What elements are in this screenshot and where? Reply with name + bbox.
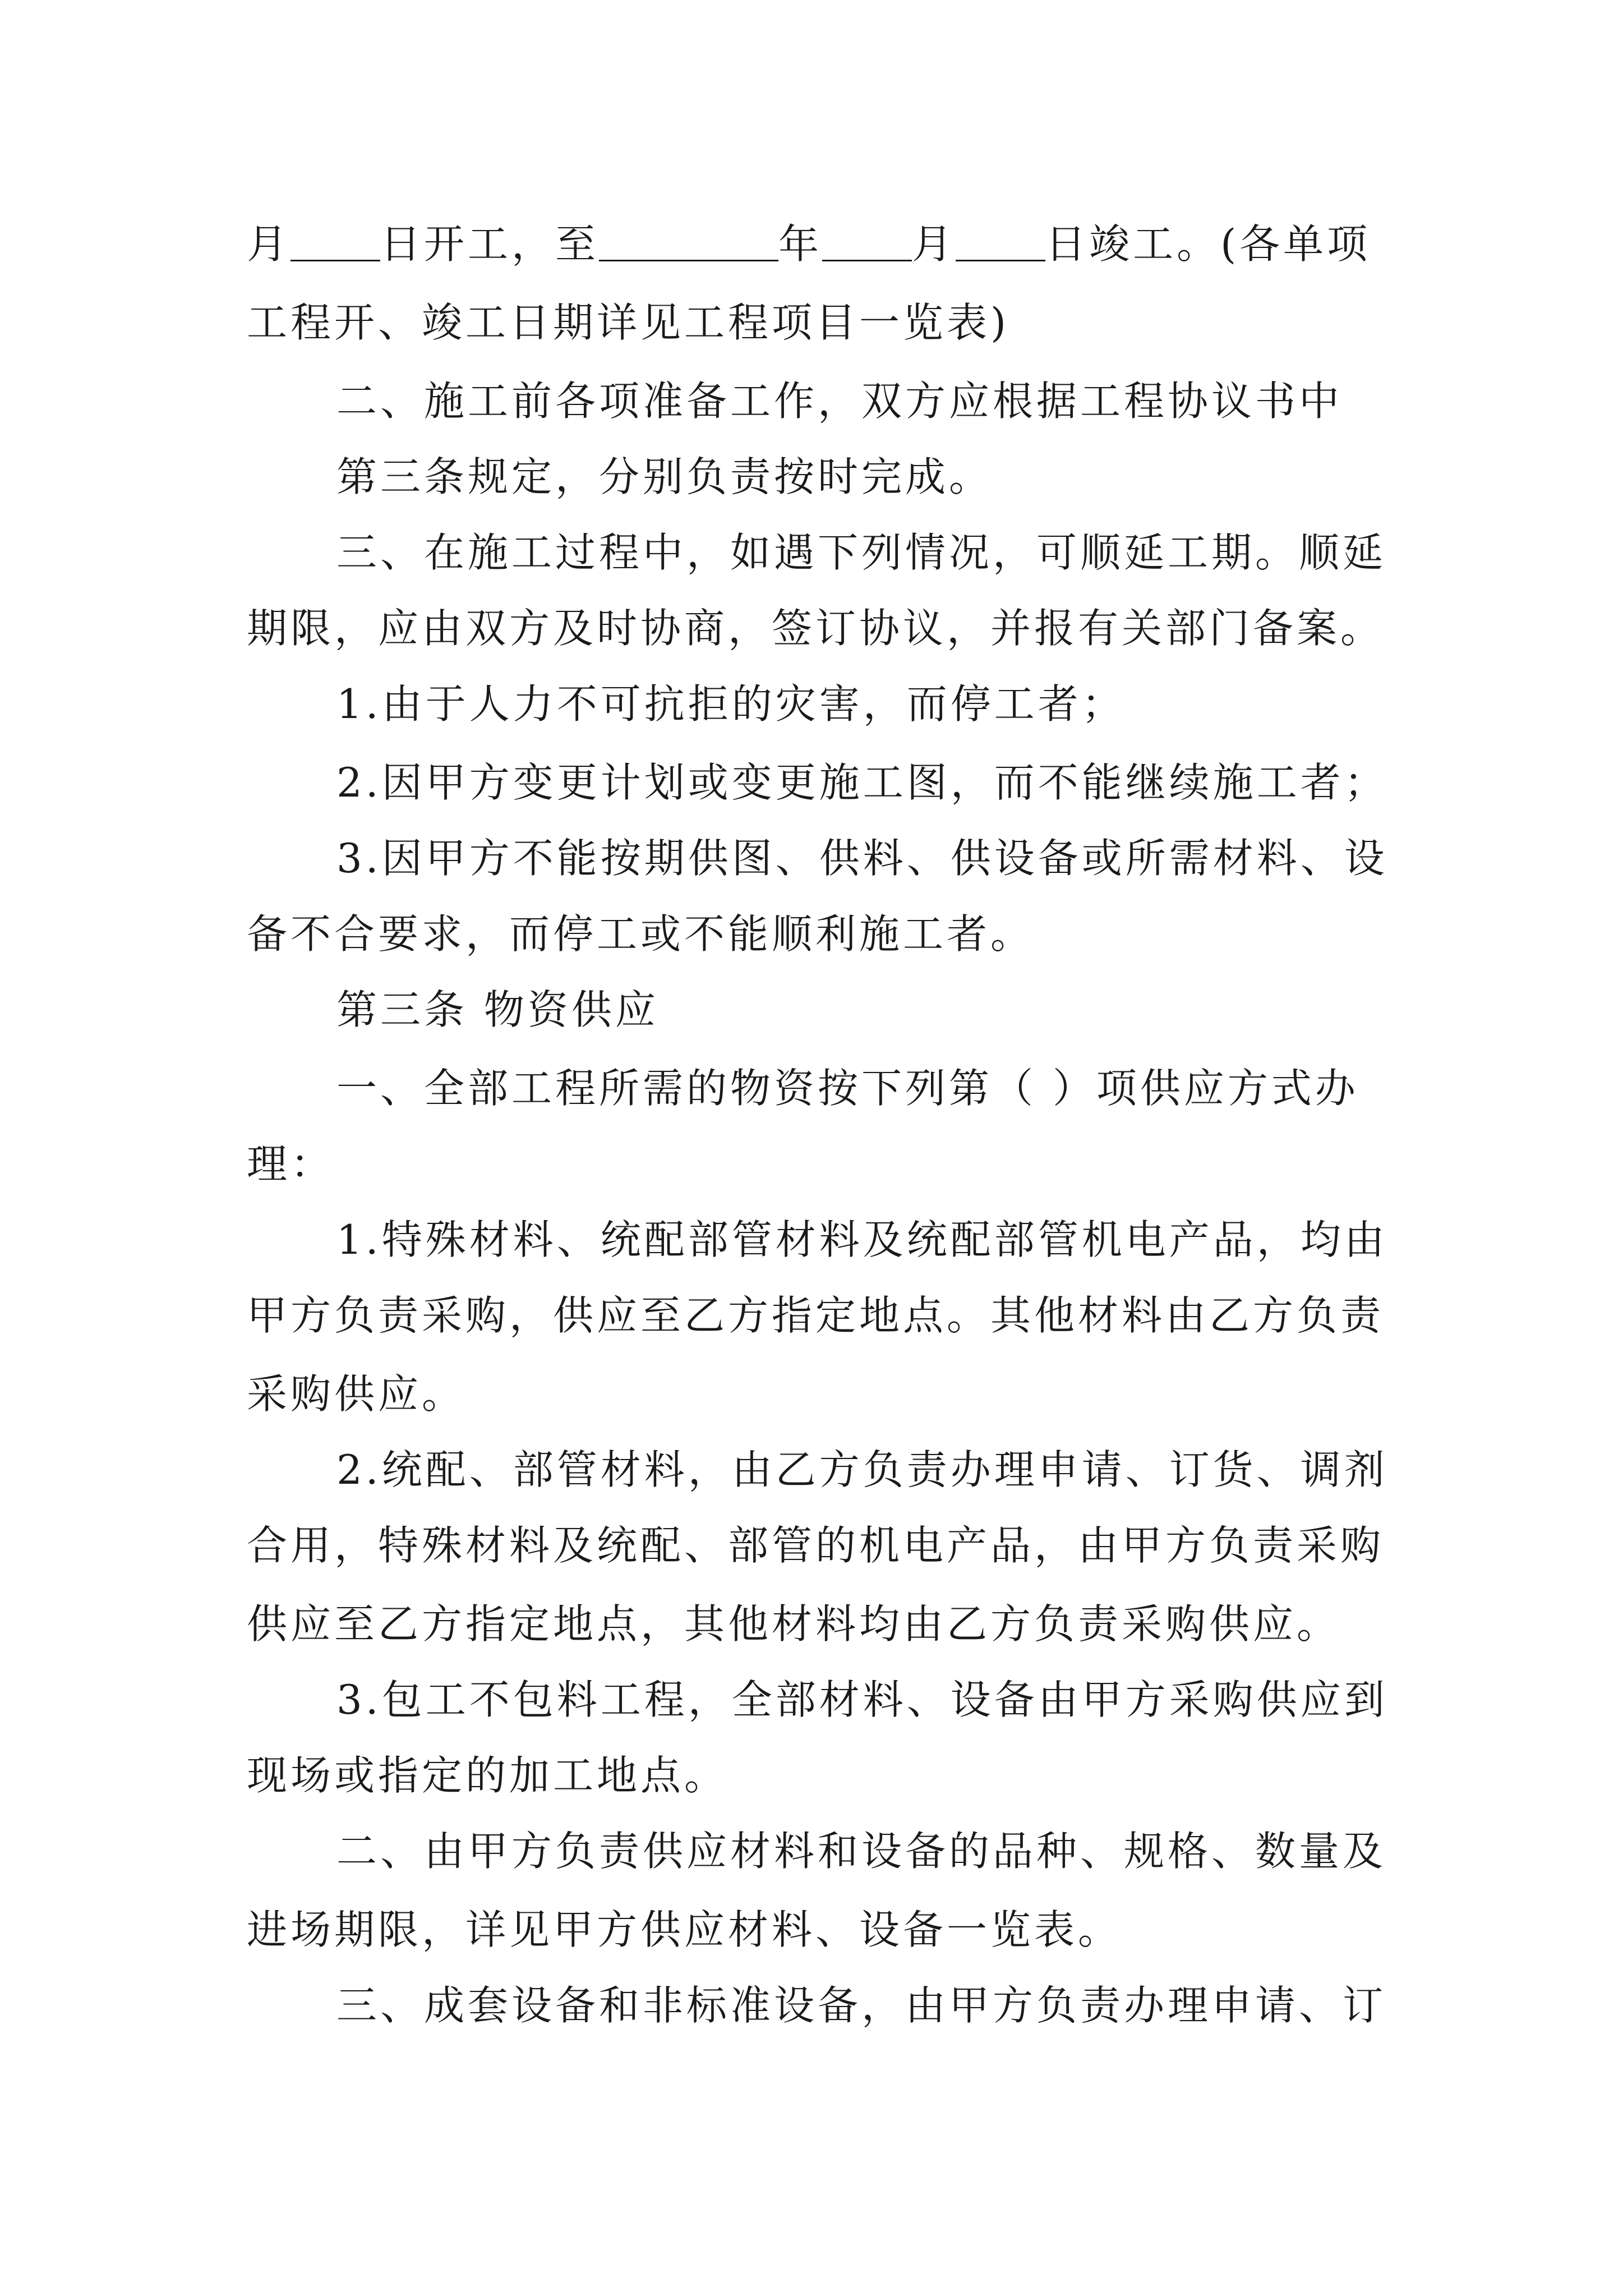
text-line: 期限，应由双方及时协商，签订协议，并报有关部门备案。 (247, 605, 1385, 652)
blank-line (291, 226, 380, 261)
text-segment: 日竣工。(各单项 (1045, 220, 1371, 268)
blank-line (822, 226, 912, 261)
blank-line (599, 226, 778, 261)
text-line: 甲方负责采购，供应至乙方指定地点。其他材料由乙方负责 (247, 1292, 1385, 1339)
text-segment: 年 (778, 220, 823, 268)
text-line: 二、施工前各项准备工作，双方应根据工程协议书中 (336, 378, 1343, 425)
text-segment: 月 (912, 220, 956, 268)
text-segment: 日开工，至 (380, 220, 600, 268)
text-line: 供应至乙方指定地点，其他材料均由乙方负责采购供应。 (247, 1600, 1341, 1648)
section-heading: 第三条 物资供应 (336, 986, 659, 1033)
text-line: 第三条规定，分别负责按时完成。 (336, 453, 993, 500)
text-segment: 月 (247, 220, 291, 268)
text-line: 工程开、竣工日期详见工程项目一览表) (247, 299, 1010, 346)
blank-line (956, 226, 1045, 261)
text-line: 一、全部工程所需的物资按下列第（ ）项供应方式办 (336, 1065, 1359, 1112)
text-line: 现场或指定的加工地点。 (247, 1752, 728, 1799)
text-line: 1.特殊材料、统配部管材料及统配部管机电产品，均由 (336, 1216, 1388, 1263)
text-line-1 (247, 216, 1371, 272)
text-line: 3.包工不包料工程，全部材料、设备由甲方采购供应到 (336, 1676, 1388, 1723)
text-line: 采购供应。 (247, 1370, 466, 1418)
text-line: 理： (247, 1140, 335, 1188)
text-line: 2.统配、部管材料，由乙方负责办理申请、订货、调剂 (336, 1446, 1388, 1493)
text-line: 3.因甲方不能按期供图、供料、供设备或所需材料、设 (336, 835, 1388, 882)
text-line: 1.由于人力不可抗拒的灾害，而停工者； (336, 680, 1126, 728)
text-line: 合用，特殊材料及统配、部管的机电产品，由甲方负责采购 (247, 1522, 1385, 1569)
text-line: 二、由甲方负责供应材料和设备的品种、规格、数量及 (336, 1828, 1387, 1875)
text-line: 2.因甲方变更计划或变更施工图，而不能继续施工者； (336, 759, 1388, 806)
text-line: 三、在施工过程中，如遇下列情况，可顺延工期。顺延 (336, 529, 1387, 576)
text-line: 备不合要求，而停工或不能顺利施工者。 (247, 910, 1035, 958)
text-line: 三、成套设备和非标准设备，由甲方负责办理申请、订 (336, 1982, 1387, 2029)
text-line: 进场期限，详见甲方供应材料、设备一览表。 (247, 1906, 1122, 1953)
